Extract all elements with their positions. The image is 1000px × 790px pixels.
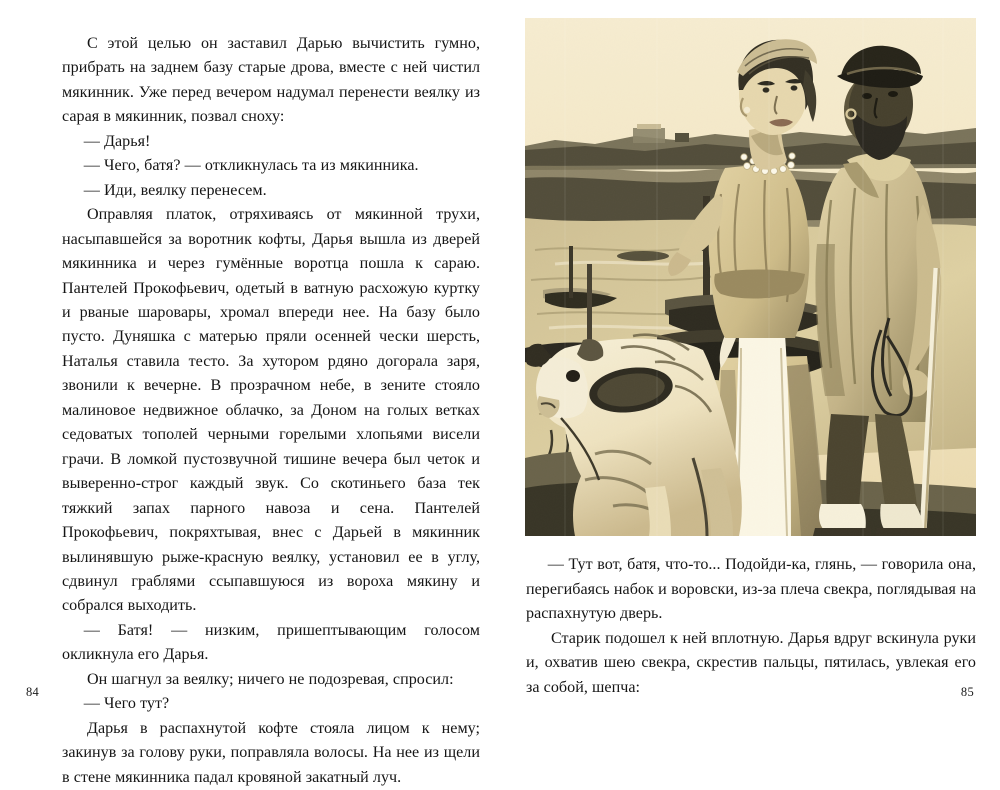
paragraph: — Дарья! xyxy=(83,132,151,150)
right-page xyxy=(500,0,1000,731)
paragraph: — Тут вот, батя, что-то... Подойди-ка, глянь, — говорила она, перегибаясь набок и воровски, из-за плеча свекра, поглядывая на распахнутую дверь. xyxy=(526,556,976,623)
left-page-text-column xyxy=(62,32,480,790)
paragraph: — Батя! — низким, пришептывающим голосом окликнула его Дарья. xyxy=(62,621,480,664)
page-number-left: 84 xyxy=(26,685,40,699)
right-page-text-column xyxy=(526,553,976,701)
paragraph: Старик подошел к ней вплотную. Дарья вдруг вскинула руки и, охватив шею свекра, скрестив пальцы, пятилась, увлекая его за собой, шепча: xyxy=(526,629,976,696)
paragraph: С этой целью он заставил Дарью вычистить гумно, прибрать на заднем базу старые дрова, вместе с ней чистил мякинник. Уже перед вечером надумал перенести веялку из сарая в мякинник, позвал сноху: xyxy=(62,35,480,126)
left-page xyxy=(0,0,500,786)
page-number-right: 85 xyxy=(960,685,974,699)
paragraph: Оправляя платок, отряхиваясь от мякинной трухи, насыпавшейся за воротник кофты, Дарья вышла из дверей мякинника и через гумённые воротца пошла к сараю. Пантелей Прокофьевич, одетый в ватную расхожую куртку и рваные шаровары, хромал впереди нее. На базу было пусто. Дуняшка с матерью пряли осенней чески шерсть, Наталья ставила тесто. За хутором рдяно догорала заря, звонили к вечерне. В прозрачном небе, в зените стояло малиновое недвижное облачко, за Доном на голых ветках седоватых тополей черными горелыми хлопьями висели грачи. В ломкой пустозвучной тишине вечера был четок и выверенно-строг каждый звук. Со скотиньего база тек тяжкий запах парного навоза и сена. Пантелей Прокофьевич, покряхтывая, внес с Дарьей в мякинник вылинявшую рыже-красную веялку, установил ее в углу, сдвинул граблями ссыпавшуюся из вороха мякину и собрался выходить. xyxy=(62,206,480,615)
paragraph: Он шагнул за веялку; ничего не подозревая, спросил: xyxy=(86,670,454,688)
paragraph: Дарья в распахнутой кофте стояла лицом к нему; закинув за голову руки, поправляла волосы. На нее из щели в стене мякинника падал кровяной закатный луч. xyxy=(62,719,480,786)
illustration-artwork xyxy=(525,18,976,536)
paragraph: — Чего тут? xyxy=(83,695,170,713)
book-illustration xyxy=(525,18,976,536)
paragraph: — Иди, веялку перенесем. xyxy=(83,181,267,199)
paragraph: — Чего, батя? — откликнулась та из мякинника. xyxy=(83,157,419,175)
